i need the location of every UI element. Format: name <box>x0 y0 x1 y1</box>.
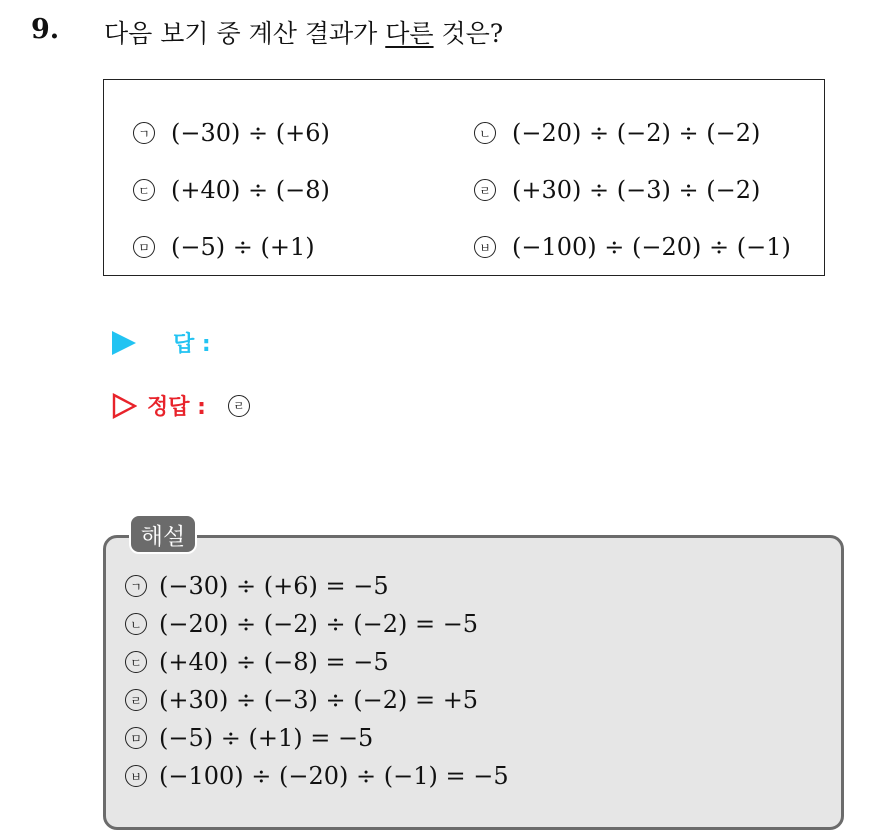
option-nieun <box>474 119 760 147</box>
option-bieup <box>474 233 791 261</box>
option-rieul <box>474 176 760 204</box>
explanation-line <box>125 610 478 638</box>
explanation-mark: ㄷ <box>125 651 147 673</box>
option-mieum <box>133 233 315 261</box>
explanation-line <box>125 762 509 790</box>
explanation-mark: ㄹ <box>125 689 147 711</box>
explanation-line <box>125 686 478 714</box>
explanation-mark: ㄴ <box>125 613 147 635</box>
explanation-expression: (−5) ÷ (+1) = −5 <box>159 724 374 752</box>
explanation-mark: ㅂ <box>125 765 147 787</box>
correct-arrow-icon <box>111 393 137 419</box>
question-text <box>104 14 503 50</box>
explanation-expression: (−30) ÷ (+6) = −5 <box>159 572 389 600</box>
question-text-after: 것은? <box>433 19 504 48</box>
explanation-line <box>125 724 373 752</box>
explanation-mark: ㄱ <box>125 575 147 597</box>
option-expression: (+40) ÷ (−8) <box>171 176 330 204</box>
option-giyeok <box>133 119 330 147</box>
option-expression: (−30) ÷ (+6) <box>171 119 330 147</box>
question-text-before: 다음 보기 중 계산 결과가 <box>104 19 386 48</box>
option-mark: ㄷ <box>133 179 155 201</box>
option-mark: ㅂ <box>474 236 496 258</box>
explanation-line <box>125 572 389 600</box>
explanation-mark: ㅁ <box>125 727 147 749</box>
question-text-underlined: 다른 <box>385 19 434 48</box>
option-digeut <box>133 176 330 204</box>
option-mark: ㄴ <box>474 122 496 144</box>
answer-line <box>112 327 211 358</box>
explanation-expression: (+30) ÷ (−3) ÷ (−2) = +5 <box>159 686 479 714</box>
option-mark: ㅁ <box>133 236 155 258</box>
option-expression: (−20) ÷ (−2) ÷ (−2) <box>512 119 761 147</box>
explanation-expression: (+40) ÷ (−8) = −5 <box>159 648 389 676</box>
answer-label: 답 : <box>173 332 211 357</box>
option-expression: (+30) ÷ (−3) ÷ (−2) <box>512 176 761 204</box>
correct-label: 정답 : <box>147 395 206 420</box>
explanation-tag: 해설 <box>129 514 197 554</box>
option-mark: ㄹ <box>474 179 496 201</box>
answer-arrow-icon <box>112 331 136 355</box>
option-mark: ㄱ <box>133 122 155 144</box>
correct-answer-line <box>111 390 250 421</box>
explanation-expression: (−100) ÷ (−20) ÷ (−1) = −5 <box>159 762 509 790</box>
option-expression: (−100) ÷ (−20) ÷ (−1) <box>512 233 791 261</box>
question-number: 9. <box>31 14 60 45</box>
correct-value: ㄹ <box>228 395 250 417</box>
option-expression: (−5) ÷ (+1) <box>171 233 315 261</box>
explanation-line <box>125 648 389 676</box>
explanation-expression: (−20) ÷ (−2) ÷ (−2) = −5 <box>159 610 479 638</box>
